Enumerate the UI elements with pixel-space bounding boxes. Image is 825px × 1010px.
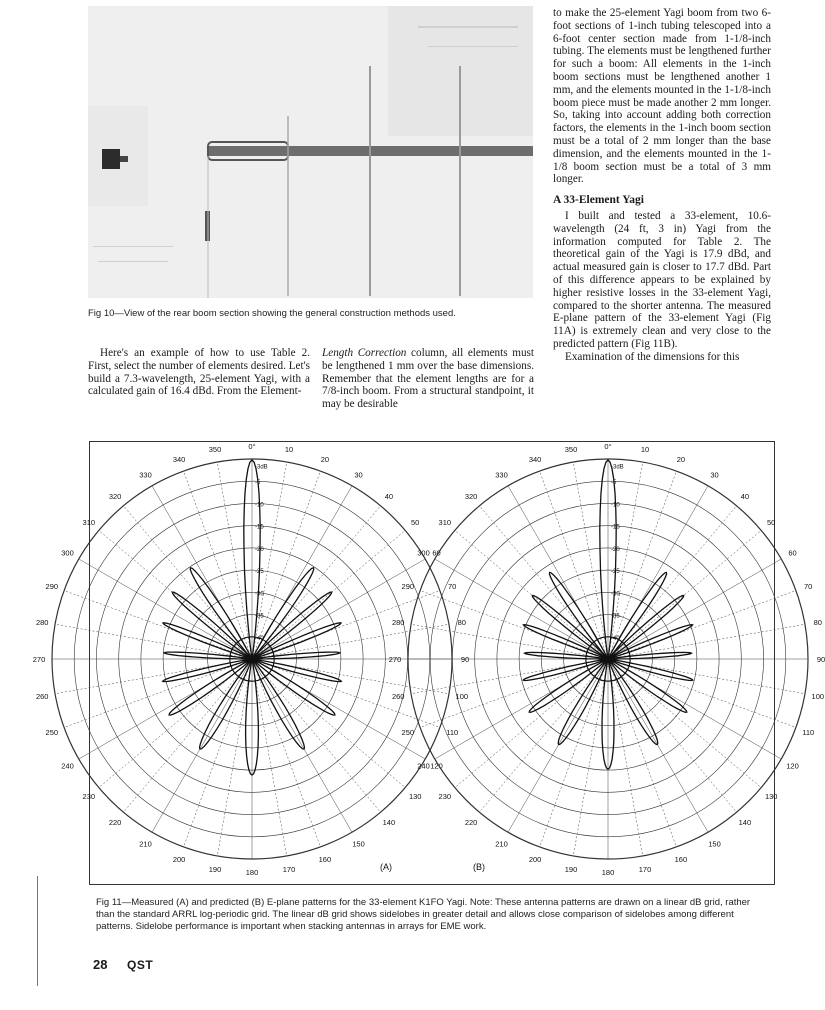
- angle-tick-label: 240: [61, 761, 74, 771]
- angle-tick-label: 140: [382, 818, 396, 828]
- angle-tick-label: 340: [528, 454, 542, 464]
- polar-grid-radial: [252, 624, 449, 659]
- angle-tick-label: 320: [108, 491, 122, 501]
- angle-tick-label: 30: [710, 470, 719, 480]
- polar-plot-b: [389, 442, 825, 877]
- db-ring-label: -10: [611, 502, 620, 509]
- angle-tick-label: 10: [284, 445, 294, 455]
- angle-tick-label: 270: [32, 655, 46, 664]
- antenna-pattern-lobe: [190, 568, 252, 659]
- polar-grid-radial: [608, 659, 643, 856]
- angle-tick-label: 70: [804, 582, 813, 592]
- paragraph-continued: [322, 347, 534, 411]
- db-ring-label: -40: [611, 635, 620, 642]
- paragraph-33-element: I built and tested a 33-element, 10.6-wavelength (24 ft, 3 in) Yagi from the information computed for Table 2. The theoretical gain of the Yagi is 17.9 dBd, and actual measured gain is closer to 17.7 dBd. Part of this difference appears to be explained by higher resistive losses in the 33-element Yagi, compared to the shorter antenna. The measured E-plane pattern of the 33-element Yagi (Fig 11A) is extremely clean and very close to the predicted pattern (Fig 11B).: [553, 209, 771, 350]
- emphasis-length-correction: Length Correction: [322, 347, 407, 359]
- angle-tick-label: 250: [45, 727, 59, 737]
- polar-grid-radial: [252, 462, 287, 659]
- angle-tick-label: 340: [172, 454, 186, 464]
- db-ring-label: -25: [255, 569, 264, 576]
- fig11-frame: [32, 441, 825, 885]
- polar-grid-radial: [217, 462, 252, 659]
- angle-tick-label: 130: [408, 791, 422, 801]
- angle-tick-label: 90: [460, 655, 470, 664]
- angle-tick-label: 140: [738, 818, 752, 828]
- angle-tick-label: 50: [411, 518, 420, 528]
- db-ring-label: -5: [255, 480, 261, 487]
- db-ring-label: -20: [611, 546, 620, 553]
- db-ring-label: -35: [611, 613, 620, 620]
- angle-tick-label: 310: [438, 518, 452, 528]
- angle-tick-label: 230: [82, 791, 96, 801]
- boom-photo-illustration: [88, 6, 533, 298]
- angle-tick-label: 350: [208, 445, 222, 455]
- angle-tick-label: 40: [384, 491, 394, 501]
- angle-tick-label: 290: [45, 582, 59, 592]
- db-ring-label: -15: [611, 524, 620, 531]
- angle-tick-label: 250: [401, 727, 415, 737]
- angle-tick-label: 120: [430, 761, 443, 771]
- angle-tick-label: 180: [601, 868, 615, 877]
- angle-tick-label: 80: [457, 618, 466, 627]
- section-heading-33-element: A 33-Element Yagi: [553, 194, 644, 207]
- angle-tick-label: 90: [816, 655, 825, 664]
- db-ring-label: -5: [611, 480, 617, 487]
- panel-a-label: (A): [380, 862, 392, 872]
- angle-tick-label: 280: [35, 618, 49, 627]
- angle-tick-label: 310: [82, 518, 96, 528]
- polar-grid-radial: [608, 624, 805, 659]
- fig10-caption: Fig 10—View of the rear boom section showing the general construction methods used.: [88, 308, 456, 319]
- angle-tick-label: 10: [640, 445, 650, 455]
- angle-tick-label: 50: [767, 518, 776, 528]
- angle-tick-label: 350: [564, 445, 578, 455]
- db-ring-label: -25: [611, 569, 620, 576]
- angle-tick-label: 0°: [604, 442, 612, 451]
- body-column-left: [88, 347, 310, 398]
- body-column-middle: [322, 347, 534, 411]
- angle-tick-label: 210: [139, 839, 152, 849]
- angle-tick-label: 170: [282, 864, 296, 874]
- angle-tick-label: 120: [786, 761, 799, 771]
- angle-tick-label: 150: [352, 839, 365, 849]
- db-ring-label: -35: [255, 613, 264, 620]
- page-number: 28: [93, 957, 108, 972]
- angle-tick-label: 300: [61, 548, 74, 558]
- angle-tick-label: 230: [438, 791, 452, 801]
- angle-tick-label: 20: [676, 454, 686, 464]
- angle-tick-label: 330: [495, 470, 508, 480]
- angle-tick-label: 30: [354, 470, 363, 480]
- angle-tick-label: 280: [391, 618, 405, 627]
- margin-rule: [37, 876, 38, 986]
- db-ring-label: -20: [255, 546, 264, 553]
- polar-grid-radial: [411, 624, 608, 659]
- polar-plot-a: [33, 442, 469, 877]
- angle-tick-label: 270: [388, 655, 402, 664]
- fig11-polar-plots: [32, 442, 825, 884]
- paragraph-boom-correction: to make the 25-element Yagi boom from two 6-foot sections of 1-inch tubing telescoped into a 6-foot center section made from 1-1/8-inch tubing. The elements must be lengthened further for such a boom: All elements in the 1-inch boom sections must be lengthened another 1 mm, and the elements mounted in the 1-1/8-inch boom piece must be made another 2 mm longer. So, taking into account adding both correction factors, the elements in the 1-inch boom section must be a total of 2 mm longer than the base dimension, and the elements mounted in the 1-1/8 boom section must be a total of 3 mm longer.: [553, 7, 771, 186]
- fig11-caption: Fig 11—Measured (A) and predicted (B) E-plane patterns for the 33-element K1FO Yagi. Note: These antenna patterns are drawn on a linear dB grid, rather than the standard ARRL log-periodic grid. The linear dB grid shows sidelobes in greater detail and allows close comparison of sidelobes among different patterns. Sidelobe performance is important when stacking antennas in arrays for EME work.: [96, 897, 751, 932]
- angle-tick-label: 260: [391, 692, 405, 701]
- db-ring-label: -15: [255, 524, 264, 531]
- polar-grid-radial: [573, 462, 608, 659]
- db-ring-label: -40: [255, 635, 264, 642]
- angle-tick-label: 0°: [248, 442, 256, 451]
- angle-tick-label: 220: [464, 818, 478, 828]
- db-ring-label: -3dB: [255, 464, 268, 471]
- paragraph-middle-text: column, all elements must be lengthened 1 mm over the base dimensions. Remember that the element lengths are for a 7/8-inch boom. From a structural standpoint, it may be desirable: [322, 347, 535, 411]
- angle-tick-label: 240: [417, 761, 430, 771]
- angle-tick-label: 70: [448, 582, 457, 592]
- polar-grid-radial: [608, 462, 643, 659]
- angle-tick-label: 320: [464, 491, 478, 501]
- angle-tick-label: 170: [638, 864, 652, 874]
- angle-tick-label: 180: [245, 868, 259, 877]
- angle-tick-label: 110: [446, 727, 459, 737]
- angle-tick-label: 100: [455, 692, 469, 701]
- angle-tick-label: 100: [811, 692, 825, 701]
- paragraph-table2-example: Here's an example of how to use Table 2. First, select the number of elements desired. Let's build a 7.3-wavelength, 25-element Yagi, with a calculated gain of 16.4 dBd. From the Element-: [88, 347, 310, 398]
- paragraph-examination: Examination of the dimensions for this: [565, 350, 740, 363]
- angle-tick-label: 220: [108, 818, 122, 828]
- angle-tick-label: 200: [528, 855, 542, 865]
- angle-tick-label: 20: [320, 454, 330, 464]
- angle-tick-label: 80: [813, 618, 822, 627]
- angle-tick-label: 160: [318, 855, 332, 865]
- db-ring-label: -10: [255, 502, 264, 509]
- angle-tick-label: 40: [740, 491, 750, 501]
- angle-tick-label: 190: [564, 864, 578, 874]
- db-ring-label: -30: [255, 591, 264, 598]
- magazine-logo: QST: [127, 958, 154, 972]
- angle-tick-label: 160: [674, 855, 688, 865]
- body-column-right: [553, 7, 771, 364]
- fig10-photo: [88, 6, 533, 298]
- angle-tick-label: 290: [401, 582, 415, 592]
- db-ring-label: -3dB: [611, 464, 624, 471]
- angle-tick-label: 210: [495, 839, 508, 849]
- panel-b-label: (B): [473, 862, 485, 872]
- angle-tick-label: 130: [764, 791, 778, 801]
- angle-tick-label: 150: [708, 839, 721, 849]
- angle-tick-label: 330: [139, 470, 152, 480]
- db-ring-label: -30: [611, 591, 620, 598]
- polar-grid-radial: [55, 624, 252, 659]
- angle-tick-label: 60: [432, 548, 441, 558]
- angle-tick-label: 260: [35, 692, 49, 701]
- angle-tick-label: 190: [208, 864, 222, 874]
- angle-tick-label: 300: [417, 548, 430, 558]
- polar-grid-radial: [573, 659, 608, 856]
- angle-tick-label: 60: [788, 548, 797, 558]
- angle-tick-label: 110: [802, 727, 815, 737]
- angle-tick-label: 200: [172, 855, 186, 865]
